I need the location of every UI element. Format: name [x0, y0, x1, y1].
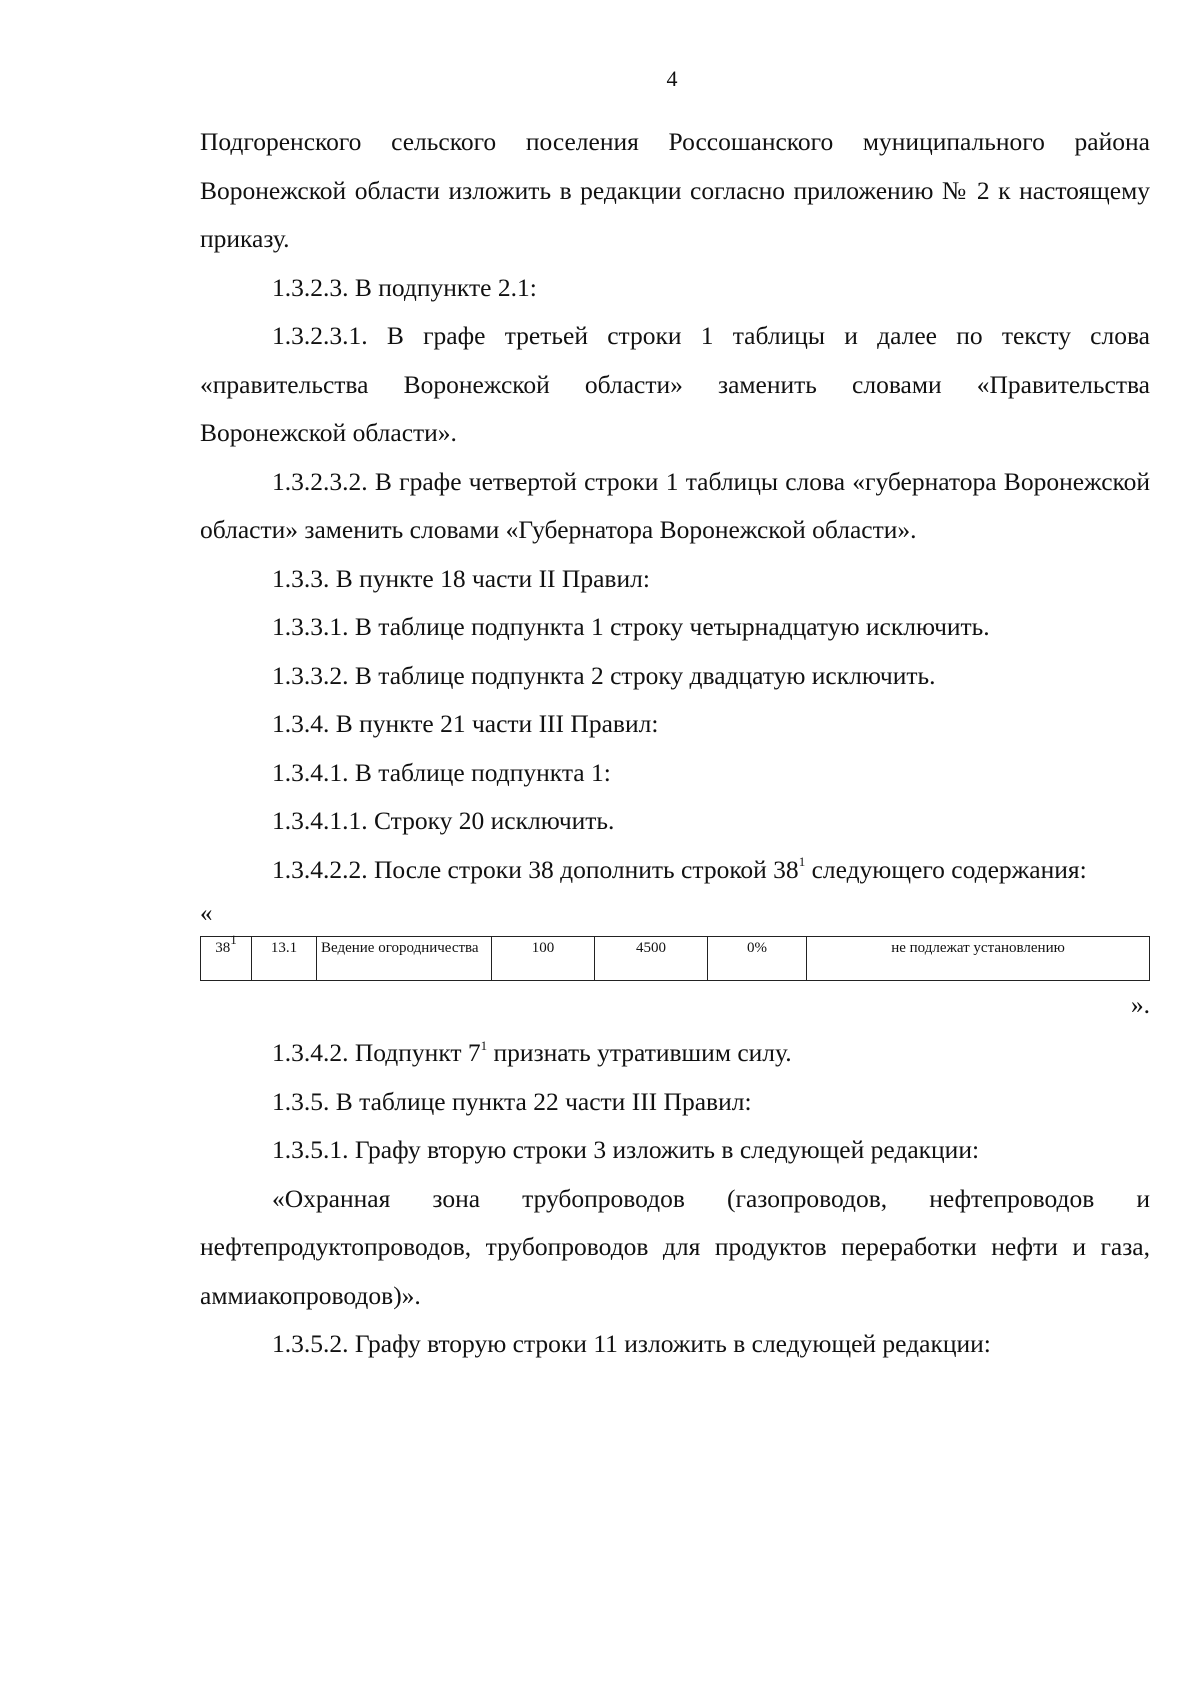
paragraph-text: 1.3.4.2. Подпункт 7: [272, 1038, 481, 1067]
paragraph: «Охранная зона трубопроводов (газопроводов, нефтепроводов и нефтепродуктопроводов, трубопроводов для продуктов переработки нефти и газа, аммиакопроводов)».: [200, 1183, 1150, 1310]
paragraph: 1.3.5.1. Графу вторую строки 3 изложить в следующей редакции:: [272, 1135, 980, 1164]
cell-number: $38^1$: [201, 937, 252, 981]
superscript: 1: [798, 854, 806, 869]
paragraph: 1.3.2.3. В подпункте 2.1:: [272, 272, 537, 302]
paragraph: 1.3.3.2. В таблице подпункта 2 строку двадцатую исключить.: [272, 660, 936, 690]
cell-percent: 0%: [708, 937, 807, 981]
paragraph-text: следующего содержания:: [805, 854, 1087, 884]
table-row: [201, 937, 1150, 981]
top-paragraphs: [200, 118, 1150, 846]
paragraph-subpoint-7: [200, 1029, 1150, 1078]
paragraph: 1.3.2.3.1. В графе третьей строки 1 таблицы и далее по тексту слова «правительства Воронежской области» заменить словами «Правительства Воронежской области».: [200, 321, 1150, 447]
paragraph: 1.3.5. В таблице пункта 22 части III Правил:: [272, 1086, 752, 1116]
paragraph: 1.3.3. В пункте 18 части II Правил:: [272, 563, 650, 593]
paragraph: 1.3.3.1. В таблице подпункта 1 строку четырнадцатую исключить.: [272, 612, 990, 641]
paragraph-text: 1.3.4.2.2. После строки 38 дополнить строкой 38: [272, 854, 799, 884]
inserted-row-table: [200, 932, 1150, 981]
paragraph: 1.3.5.2. Графу вторую строки 11 изложить в следующей редакции:: [272, 1329, 991, 1358]
paragraph: 1.3.4.1.1. Строку 20 исключить.: [272, 806, 615, 835]
page-number: 4: [666, 66, 678, 91]
superscript: 1: [480, 1037, 488, 1053]
paragraph: Подгоренского сельского поселения Россошанского муниципального района Воронежской области изложить в редакции согласно приложению № 2 к настоящему приказу.: [200, 127, 1150, 253]
paragraph: 1.3.4. В пункте 21 части III Правил:: [272, 709, 659, 738]
cell-max: 4500: [595, 937, 708, 981]
paragraph-add-row-38: [200, 846, 1150, 895]
cell-name: Ведение огородничества: [317, 937, 492, 981]
paragraph: 1.3.4.1. В таблице подпункта 1:: [272, 757, 611, 787]
quote-open: «: [200, 900, 213, 927]
cell-code: 13.1: [252, 937, 317, 981]
cell-note: не подлежат установлению: [807, 937, 1150, 981]
paragraph-text: признать утратившим силу.: [487, 1038, 792, 1067]
paragraph: 1.3.2.3.2. В графе четвертой строки 1 таблицы слова «губернатора Воронежской области» заменить словами «Губернатора Воронежской области».: [200, 466, 1150, 544]
quote-close: ».: [1130, 990, 1150, 1019]
bottom-paragraphs: [200, 1078, 1150, 1369]
cell-min: 100: [492, 937, 595, 981]
document-body: [200, 118, 1150, 1369]
